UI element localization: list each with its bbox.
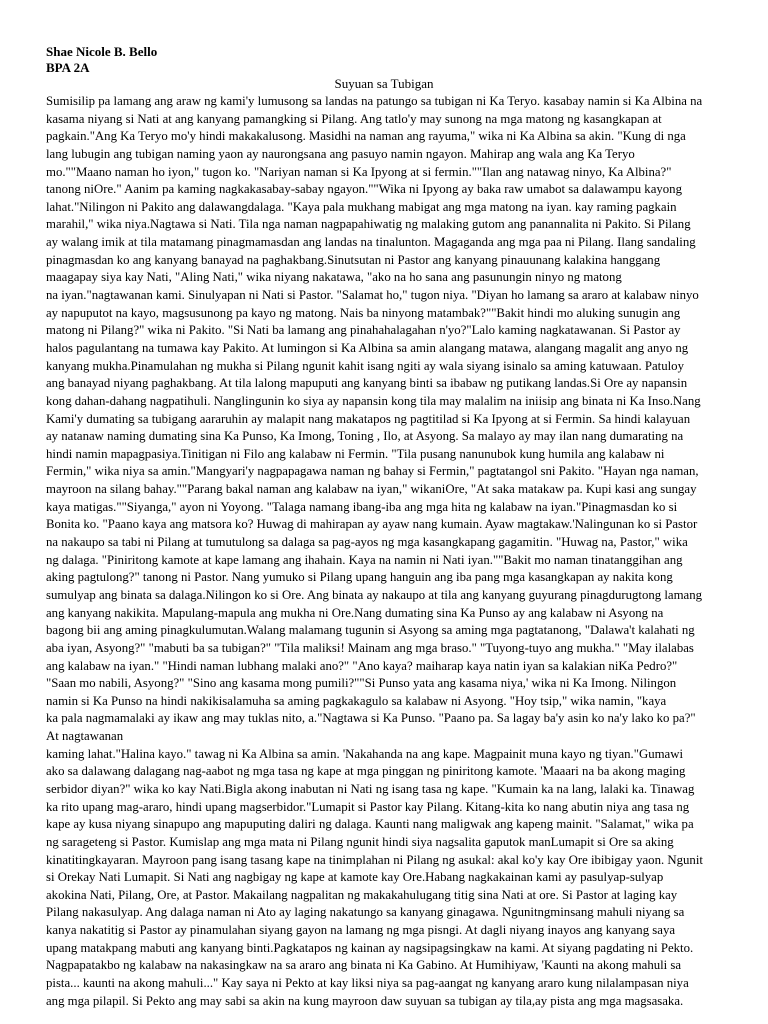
body-line: ng dalaga. "Piniritong kamote at kape lamang ang ihahain. Kaya na namin ni Nati iyan.""Bakit mo naman tinatanggihan ang [46, 552, 683, 567]
body-line: kape ay kusa niyang sinapupo ang mapuputing daliri ng dalaga. Kaunti nang maligwak ang kapeng mainit. "Salamat," wika pa [46, 817, 694, 832]
body-line: tanong niOre." Aanim pa kaming nagkakasabay-sabay ngayon.""Wika ni Ipyong ay baka raw umabot sa dalawampu kayong [46, 182, 682, 197]
document-title: Suyuan sa Tubigan [334, 76, 434, 91]
body-line: aba iyan, Asyong?" "mabuti ba sa tubigan?" "Tila maliksi! Mainam ang mga braso." "Tuyong-tuyo ang mukha." "May ilalabas [46, 640, 694, 655]
body-line: mo.""Maano naman ho iyon," tugon ko. "Nariyan naman si Ka Ipyong at si fermin.""Ilan ang natawag ninyo, Ka Albina?" [46, 164, 672, 179]
document-header [46, 44, 157, 76]
body-line: bagong bii ang aming pinagkulumutan.Walang malamang tugunin si Asyong sa aming mga pagtatanong, "Dalawa't kalahati ng [46, 623, 695, 638]
course-section: BPA 2A [46, 60, 90, 75]
body-line: mayroon na silang bahay.""Parang bakal naman ang kalabaw na iyan," wikaniOre, "At saka matakaw pa. Kupi kasi ang sungay [46, 482, 697, 497]
body-line: ng sarageteng si Pastor. Kumislap ang mga mata ni Pilang ngunit hindi siya nagsalita gaputok manLumapit si Ore sa aking [46, 834, 674, 849]
body-line: kinatitingkayaran. Mayroon pang isang tasang kape na tinimplahan ni Pilang ng asukal: akal ko'y kay Ore ibibigay yaon. Ngunit [46, 852, 703, 867]
body-line: kaming lahat."Halina kayo." tawag ni Ka Albina sa amin. 'Nakahanda na ang kape. Magpainit muna kayo ng tiyan."Gumawi [46, 746, 684, 761]
body-line: Kami'y dumating sa tubigang aararuhin ay malapit nang makatapos ng pagtitilad si Ka Ipyong at si Fermin. Sa hindi kalayuan [46, 411, 691, 426]
body-line: namin si Ka Punso na hindi nakikisalamuha sa aming pagkakagulo sa kalabaw ni Asyong. "Hoy tsip," wika namin, "kaya [46, 693, 667, 708]
body-line: ang kanyang nakikita. Mapulang-mapula ang mukha ni Ore.Nang dumating sina Ka Punso ay ang kalabaw ni Asyong na [46, 605, 664, 620]
body-line: na iyan."nagtawanan kami. Sinulyapan ni Nati si Pastor. "Salamat ho," tugon niya. "Diyan ho lamang sa araro at kalabaw ninyo [46, 288, 699, 303]
author-name: Shae Nicole B. Bello [46, 44, 158, 59]
body-line: ako sa dalawang dalagang nag-aabot ng mga tasa ng kape at mga pinggan ng piniritong kamote. 'Maaari na ba akong maging [46, 764, 686, 779]
body-line: kaya matigas.""Siyanga," ayon ni Yoyong. "Talaga namang ibang-iba ang mga hita ng kalabaw na iyan."Pinagmasdan ko si [46, 499, 678, 514]
body-line: hindi namin mapagpasiya.Tinitigan ni Filo ang kalabaw ni Fermin. "Tila pusang nanunubok kung humila ang kalabaw ni [46, 446, 665, 461]
body-line: serbidor diyan?" wika ko kay Nati.Bigla akong inabutan ni Nati ng isang tasa ng kape. "Kumain ka na lang, lalaki ka. Tinawag [46, 781, 695, 796]
body-line: pagkain."Ang Ka Teryo mo'y hindi makakalusong. Masidhi na naman ang rayuma," wika ni Ka Albina sa akin. "Kung di nga [46, 129, 686, 144]
body-line: ang kalabaw na iyan." "Hindi naman lubhang malaki ano?" "Ano kaya? maiharap kaya natin iyan sa kalakian niKa Pedro?" [46, 658, 678, 673]
body-line: akokina Nati, Pilang, Ore, at Pastor. Makailang nagpalitan ng makakahulugang titig sina Nati at ore. Si Pastor at laging kay [46, 887, 678, 902]
body-line: lahat."Nilingon ni Pakito ang dalawangdalaga. "Kaya pala mukhang mabigat ang mga matong na iyan. kay raming pagkain [46, 199, 677, 214]
body-line: upang matakpang mabuti ang kanyang binti.Pagkatapos ng kainan ay nagsipagsingkaw na kami. At siyang pagdating ni Pekto. [46, 940, 694, 955]
body-line: kasama niyang si Nati at ang kanyang pamangking si Pilang. Ang tatlo'y may sunong na mga matong ng kasangkapan at [46, 111, 662, 126]
body-line: ka rito upang mag-araro, hindi upang magserbidor."Lumapit si Pastor kay Pilang. Kitang-kita ko nang abutin niya ang tasa ng [46, 799, 690, 814]
body-line: kong dahan-dahang nagpatihuli. Nanglingunin ko siya ay napansin kong tila may malalim na iniisip ang binata ni Ka Inso.Nang [46, 393, 701, 408]
body-line: ay walang imik at tila matamang pinagmamasdan ang landas na tinalunton. Magaganda ang mga paa ni Pilang. Ilang sandaling [46, 235, 696, 250]
body-line: na nakaupo sa tabi ni Pilang at tumutulong sa dalaga sa pag-ayos ng mga kasangkapang gagamitin. "Huwag na, Pastor," wika [46, 535, 688, 550]
body-line: maagapay siya kay Nati, "Aling Nati," wika niyang nakatawa, "ako na ho sana ang pasunungin ninyo ng matong [46, 270, 622, 285]
body-line: Pilang nakasulyap. Ang dalaga naman ni Ato ay laging nakatungo sa kanyang ginagawa. Ngunitngminsang mahuli niyang sa [46, 905, 685, 920]
body-line: Sumisilip pa lamang ang araw ng kami'y lumusong sa landas na patungo sa tubigan ni Ka Teryo. kasabay namin si Ka Albina na [46, 94, 703, 108]
body-line: halos pagulantang na tumawa kay Pakito. At lumingon si Ka Albina sa amin alangang matawa, alangang magalit ang anyo ng [46, 340, 689, 355]
body-line: pinagmasdan ko ang kanyang banayad na paghakbang.Sinutsutan ni Pastor ang kanyang pinauunang kalakina hanggang [46, 252, 661, 267]
body-line: Nagpapatakbo ng kalabaw na nakasingkaw na sa araro ang binata ni Ka Gabino. At Humihiyaw, 'Kaunti na akong mahuli sa [46, 958, 682, 973]
body-line: ang mga pilapil. Si Pekto ang may sabi sa akin na kung mayroon daw suyuan sa tubigan ay tila,ay pista ang mga magsasaka. [46, 993, 684, 1008]
body-line: Fermin," wika niya sa amin."Mangyari'y nagpapagawa naman ng bahay si Fermin," pagtatangol sni Pakito. "Hayan nga naman, [46, 464, 699, 479]
body-line: pista... kaunti na akong mahuli..." Kay saya ni Pekto at kay liksi niya sa pag-aangat ng kanyang araro kung nilalampasan niya [46, 976, 689, 991]
body-line: ka pala nagmamalaki ay ikaw ang may tuklas nito, a."Nagtawa si Ka Punso. "Paano pa. Sa lagay ba'y asin ko na'y lako ko pa?" [46, 711, 696, 726]
body-line: kanyang mukha.Pinamulahan ng mukha si Pilang ngunit kahit isang ngiti ay wala siyang isinalo sa aming katuwaan. Patuloy [46, 358, 684, 373]
story-body [46, 93, 746, 1010]
body-line: matong ni Pilang?" wika ni Pakito. "Si Nati ba lamang ang pinahahalagahan n'yo?"Lalo kaming nagkatawanan. Si Pastor ay [46, 323, 681, 338]
body-line: ang banayad niyang paghakbang. At tila lalong mapuputi ang kanyang binti sa ibabaw ng putikang landas.Si Ore ay napansin [46, 376, 688, 391]
body-line: ay napuputot na kayo, magsusunong pa kayo ng matong. Nais ba ninyong matambak?""Bakit hindi mo aluking sunugin ang [46, 305, 681, 320]
body-line: aking pagtulong?" tanong ni Pastor. Nang yumuko si Pilang upang hanguin ang iba pang mga kasangkapan ay nakita kong [46, 570, 673, 585]
body-line: marahil," wika niya.Nagtawa si Nati. Tila nga naman nagpapahiwatig ng malaking gutom ang panannalita ni Pakito. Si Pilang [46, 217, 691, 232]
body-line: Bonita ko. "Paano kaya ang matsora ko? Huwag di mahirapan ay ayaw nang kumain. Ayaw magtakaw.'Nalingunan ko si Pastor [46, 517, 698, 532]
body-line: At nagtawanan [46, 729, 124, 744]
body-line: "Saan mo nabili, Asyong?" "Sino ang kasama mong pumili?""Si Punso yata ang kasama niya,' wika ni Ka Imong. Nilingon [46, 676, 677, 691]
body-line: kanya nakatitig si Pastor ay pinamulahan siyang gayon na lamang ng mga pisngi. At dagli niyang inayos ang kanyang saya [46, 923, 676, 938]
body-line: ay natanaw naming dumating sina Ka Punso, Ka Imong, Toning , Ilo, at Asyong. Sa malayo ay may ilan nang dumarating na [46, 429, 684, 444]
body-line: sumulyap ang binata sa dalaga.Nilingon ko si Ore. Ang binata ay nakaupo at tila ang kanyang guyurang pinagdurugtong lamang [46, 587, 703, 602]
body-line: si Orekay Nati Lumapit. Si Nati ang nagbigay ng kape at kamote kay Ore.Habang nagkakainan kami ay pasulyap-sulyap [46, 870, 664, 885]
body-line: lang lubugin ang tubigan naming yaon ay naurongsana ang pasuyo namin ngayon. Mahirap ang wala ang Ka Teryo [46, 146, 635, 161]
